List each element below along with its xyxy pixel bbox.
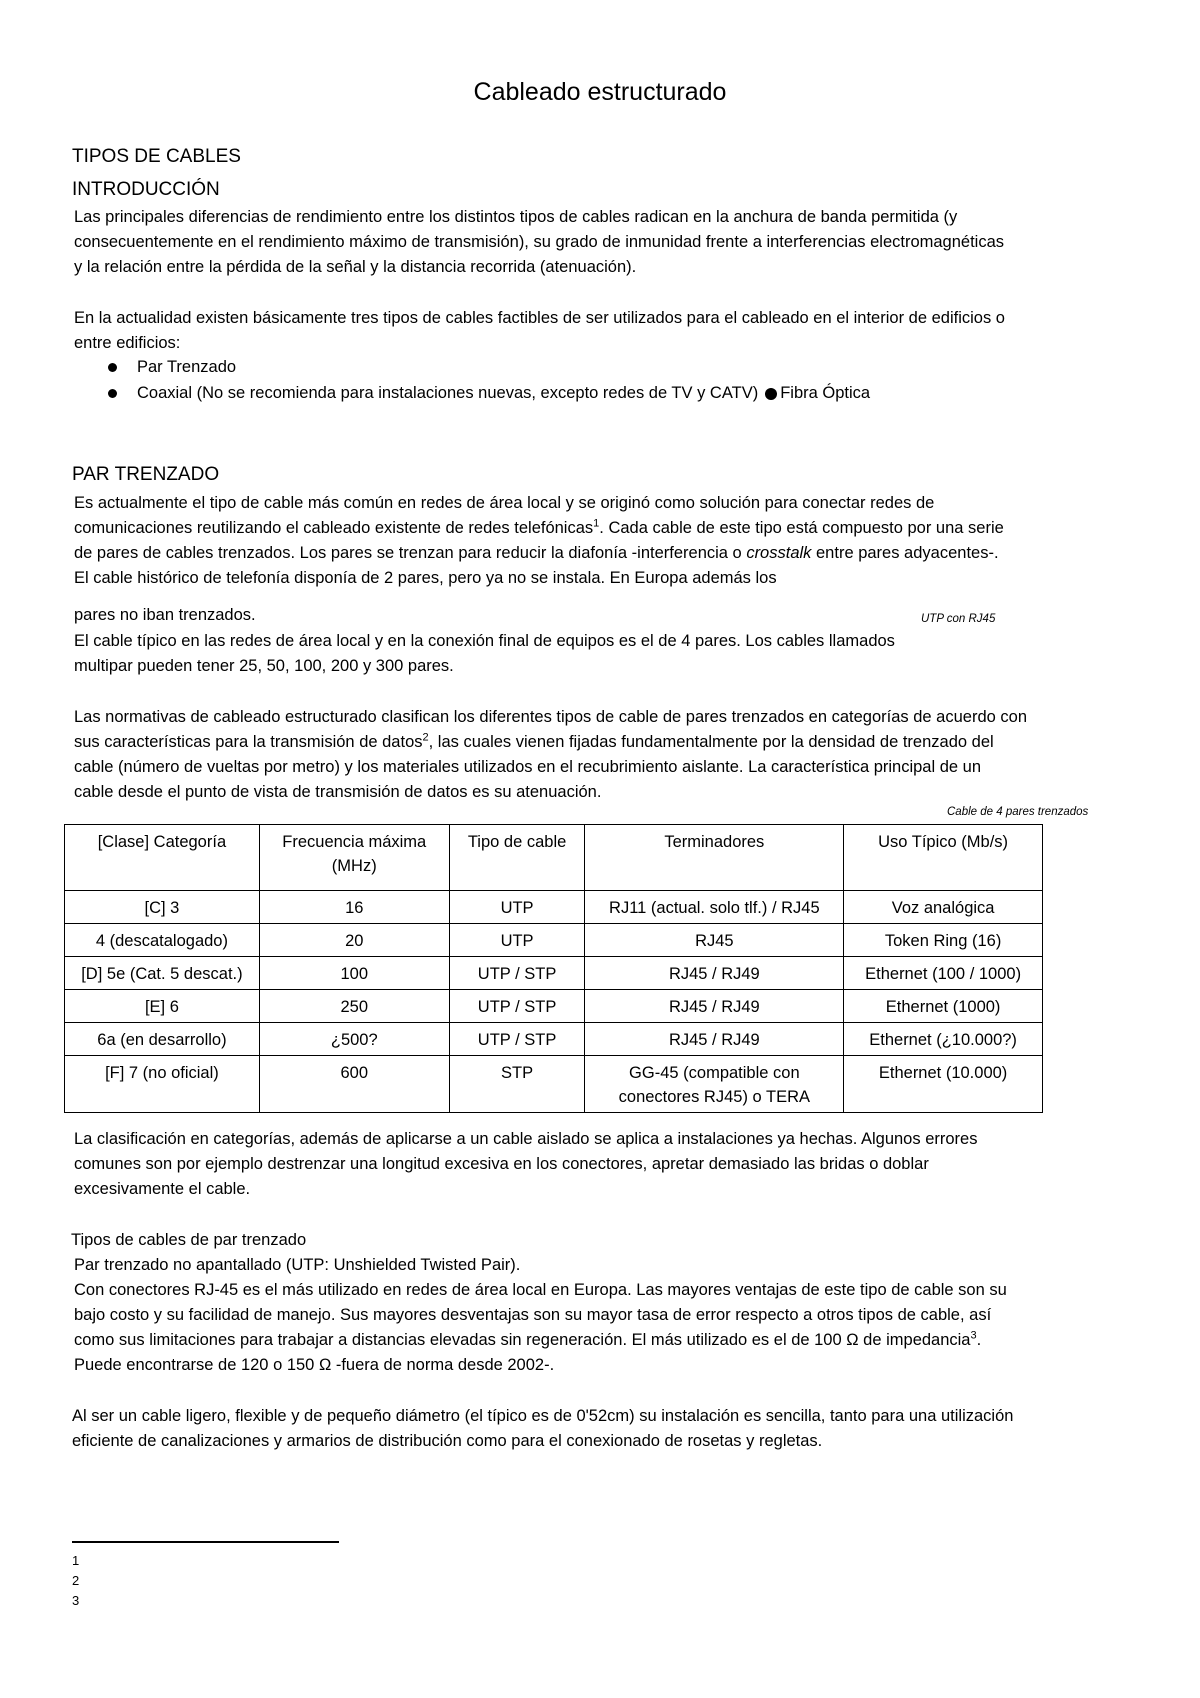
bullet-dot-icon [765,388,777,400]
table-cell: ¿500? [259,1023,449,1056]
intro-paragraph-1: Las principales diferencias de rendimiento entre los distintos tipos de cables radican en la anchura de banda permitida (y consecuentemente en el rendimiento máximo de transmisión), su grado de inmunidad frente a interferencias electromagnéticas y la relación entre la pérdida de la señal y la distancia recorrida (atenuación). [74,208,1005,276]
table-cell: Token Ring (16) [844,924,1043,957]
bullet-dot-icon [108,363,117,372]
table-header-cell: Terminadores [585,825,844,891]
table-cell: 250 [259,990,449,1023]
table-cell: UTP / STP [449,990,585,1023]
table-cell: RJ45 / RJ49 [585,1023,844,1056]
clasificacion-paragraph: La clasificación en categorías, además de aplicarse a un cable aislado se aplica a instalaciones ya hechas. Algunos errores comunes son por ejemplo destrenzar una longitud excesiva en los conectores, apretar demasiado las bridas o doblar excesivamente el cable. [74,1130,978,1198]
table-row [65,990,1043,1023]
footnote-3: 3 [72,1593,80,1608]
table-cell: [F] 7 (no oficial) [65,1056,260,1113]
table-cell: STP [449,1056,585,1113]
caption-utp-rj45: UTP con RJ45 [921,613,996,625]
footnote-ref-1: 1 [593,517,600,530]
table-cell: RJ45 / RJ49 [585,990,844,1023]
bullet-dot-icon [108,389,117,398]
table-header-cell: [Clase] Categoría [65,825,260,891]
table-cell: 6a (en desarrollo) [65,1023,260,1056]
normativas-paragraph: Las normativas de cableado estructurado clasifican los diferentes tipos de cable de pares trenzados en categorías de acuerdo con sus características para la transmisión de datos$^2$, las cuales vienen fijadas fundamentalmente por la densidad de trenzado del cable (número de vueltas por metro) y los materiales utilizados en el recubrimiento aislante. La característica principal de un cable desde el punto de vista de transmisión de datos es su atenuación. [74,708,1027,801]
table-cell: UTP [449,924,585,957]
par-paragraph-cable-tipico: El cable típico en las redes de área local y en la conexión final de equipos es el de 4 pares. Los cables llamados multipar pueden tener 25, 50, 100, 200 y 300 pares. [74,632,895,675]
table-header-cell: Frecuencia máxima (MHz) [259,825,449,891]
table-cell: UTP / STP [449,957,585,990]
table-cell: 100 [259,957,449,990]
table-cell: Ethernet (1000) [844,990,1043,1023]
footnote-ref-3: 3 [970,1329,977,1342]
table-cell: Ethernet (100 / 1000) [844,957,1043,990]
table-row [65,1023,1043,1056]
par-trenzado-paragraph: Es actualmente el tipo de cable más común en redes de área local y se originó como solución para conectar redes de comunicaciones reutilizando el cableado existente de redes telefónicas$^1$. Cada cable de este tipo está compuesto por una serie de pares de cables trenzados. Los pares se trenzan para reducir la diafonía -interferencia o crosstalk entre pares adyacentes-. El cable histórico de telefonía disponía de 2 pares, pero ya no se instala. En Europa además los [74,494,1004,587]
table-cell: 16 [259,891,449,924]
par-line-pares: pares no iban trenzados. [74,606,256,624]
bullet-par-trenzado: Par Trenzado [108,358,236,377]
table-header-cell: Uso Típico (Mb/s) [844,825,1043,891]
footnote-2: 2 [72,1573,80,1588]
footnote-ref-2: 2 [422,731,429,744]
instalacion-paragraph: Al ser un cable ligero, flexible y de pequeño diámetro (el típico es de 0'52cm) su instalación es sencilla, tanto para una utilización eficiente de canalizaciones y armarios de distribución como para el conexionado de rosetas y regletas. [72,1407,1014,1450]
table-row [65,924,1043,957]
footnote-separator [72,1541,339,1543]
table-cell: UTP [449,891,585,924]
document-title: Cableado estructurado [473,78,727,106]
table-row [65,957,1043,990]
table-cell: RJ45 / RJ49 [585,957,844,990]
table-cell: 4 (descatalogado) [65,924,260,957]
subheading-tipos-par: Tipos de cables de par trenzado [71,1231,307,1249]
footnote-1: 1 [72,1553,80,1568]
heading-tipos-de-cables: TIPOS DE CABLES [72,146,241,167]
intro-paragraph-2: En la actualidad existen básicamente tres tipos de cables factibles de ser utilizados para el cableado en el interior de edificios o entre edificios: [74,309,1005,352]
table-cell: RJ11 (actual. solo tlf.) / RJ45 [585,891,844,924]
heading-par-trenzado: PAR TRENZADO [72,464,220,485]
table-cell: 20 [259,924,449,957]
table-cell: Voz analógica [844,891,1043,924]
table-cell: [D] 5e (Cat. 5 descat.) [65,957,260,990]
table-row [65,1056,1043,1113]
caption-4-pares: Cable de 4 pares trenzados [947,806,1089,818]
table-row [65,891,1043,924]
utp-paragraph: Par trenzado no apantallado (UTP: Unshielded Twisted Pair). Con conectores RJ-45 es el más utilizado en redes de área local en Europa. Las mayores ventajas de este tipo de cable son su bajo costo y su facilidad de manejo. Sus mayores desventajas son su mayor tasa de error respecto a otros tipos de cable, así como sus limitaciones para trabajar a distancias elevadas sin regeneración. El más utilizado es el de 100 Ω de impedancia$^3$. Puede encontrarse de 120 o 150 Ω -fuera de norma desde 2002-. [74,1256,1007,1374]
heading-introduccion: INTRODUCCIÓN [72,179,220,200]
categories-table [64,824,1043,1113]
table-cell: GG-45 (compatible con conectores RJ45) o TERA [585,1056,844,1113]
table-header-cell: Tipo de cable [449,825,585,891]
table-cell: RJ45 [585,924,844,957]
bullet-coaxial: Coaxial (No se recomienda para instalaciones nuevas, excepto redes de TV y CATV) Fibra Óptica [108,384,870,403]
table-cell: UTP / STP [449,1023,585,1056]
table-cell: Ethernet (¿10.000?) [844,1023,1043,1056]
table-cell: Ethernet (10.000) [844,1056,1043,1113]
table-cell: [C] 3 [65,891,260,924]
table-header-row [65,825,1043,891]
table-cell: [E] 6 [65,990,260,1023]
table-cell: 600 [259,1056,449,1113]
